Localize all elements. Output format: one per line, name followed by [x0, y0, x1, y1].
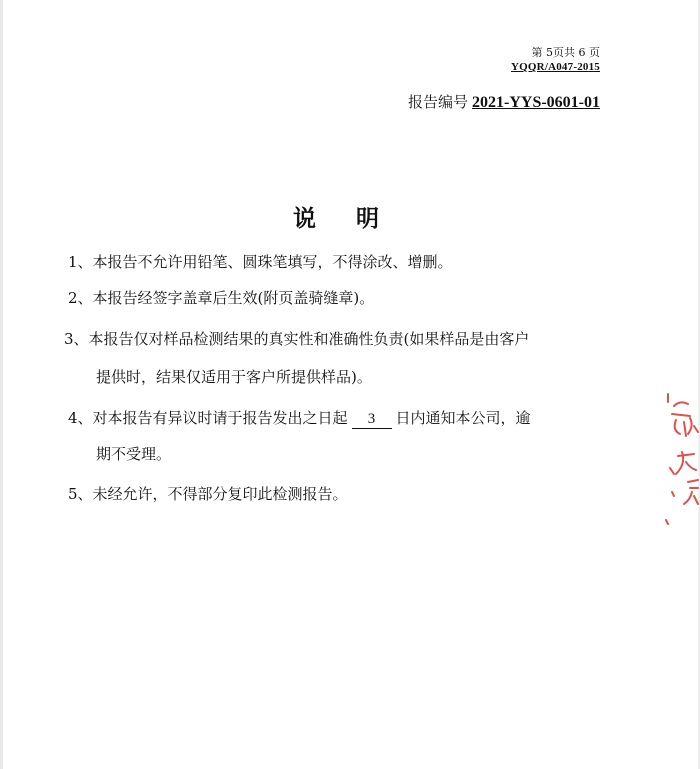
note-item-1: 1、本报告不允许用铅笔、圆珠笔填写，不得涂改、增删。 — [68, 253, 453, 271]
report-number-value: 2021-YYS-0601-01 — [472, 94, 600, 111]
note-item-4 — [68, 408, 531, 429]
page-title: 说明 — [293, 205, 419, 232]
note-item-5: 5、未经允许，不得部分复印此检测报告。 — [68, 485, 348, 503]
note-item-4-prefix: 4、对本报告有异议时请于报告发出之日起 — [68, 409, 348, 427]
document-code: YQQR/A047-2015 — [511, 61, 600, 73]
note-item-4-continued: 期不受理。 — [96, 445, 172, 463]
note-item-4-days: 3 — [352, 411, 392, 429]
note-item-2: 2、本报告经签字盖章后生效(附页盖骑缝章)。 — [68, 289, 375, 307]
report-number — [408, 92, 600, 113]
report-number-label: 报告编号 — [407, 93, 468, 111]
note-item-4-suffix: 日内通知本公司，逾 — [395, 409, 531, 427]
note-item-3-continued: 提供时，结果仅适用于客户所提供样品)。 — [96, 368, 372, 386]
seal-stamp-icon — [664, 392, 700, 542]
partial-seal-stamp — [664, 392, 700, 542]
page-count: 第 5页共 6 页 — [531, 46, 600, 59]
note-item-3: 3、本报告仅对样品检测结果的真实性和准确性负责(如果样品是由客户 — [64, 330, 530, 348]
page-left-edge — [0, 0, 3, 769]
page-header — [511, 46, 600, 74]
